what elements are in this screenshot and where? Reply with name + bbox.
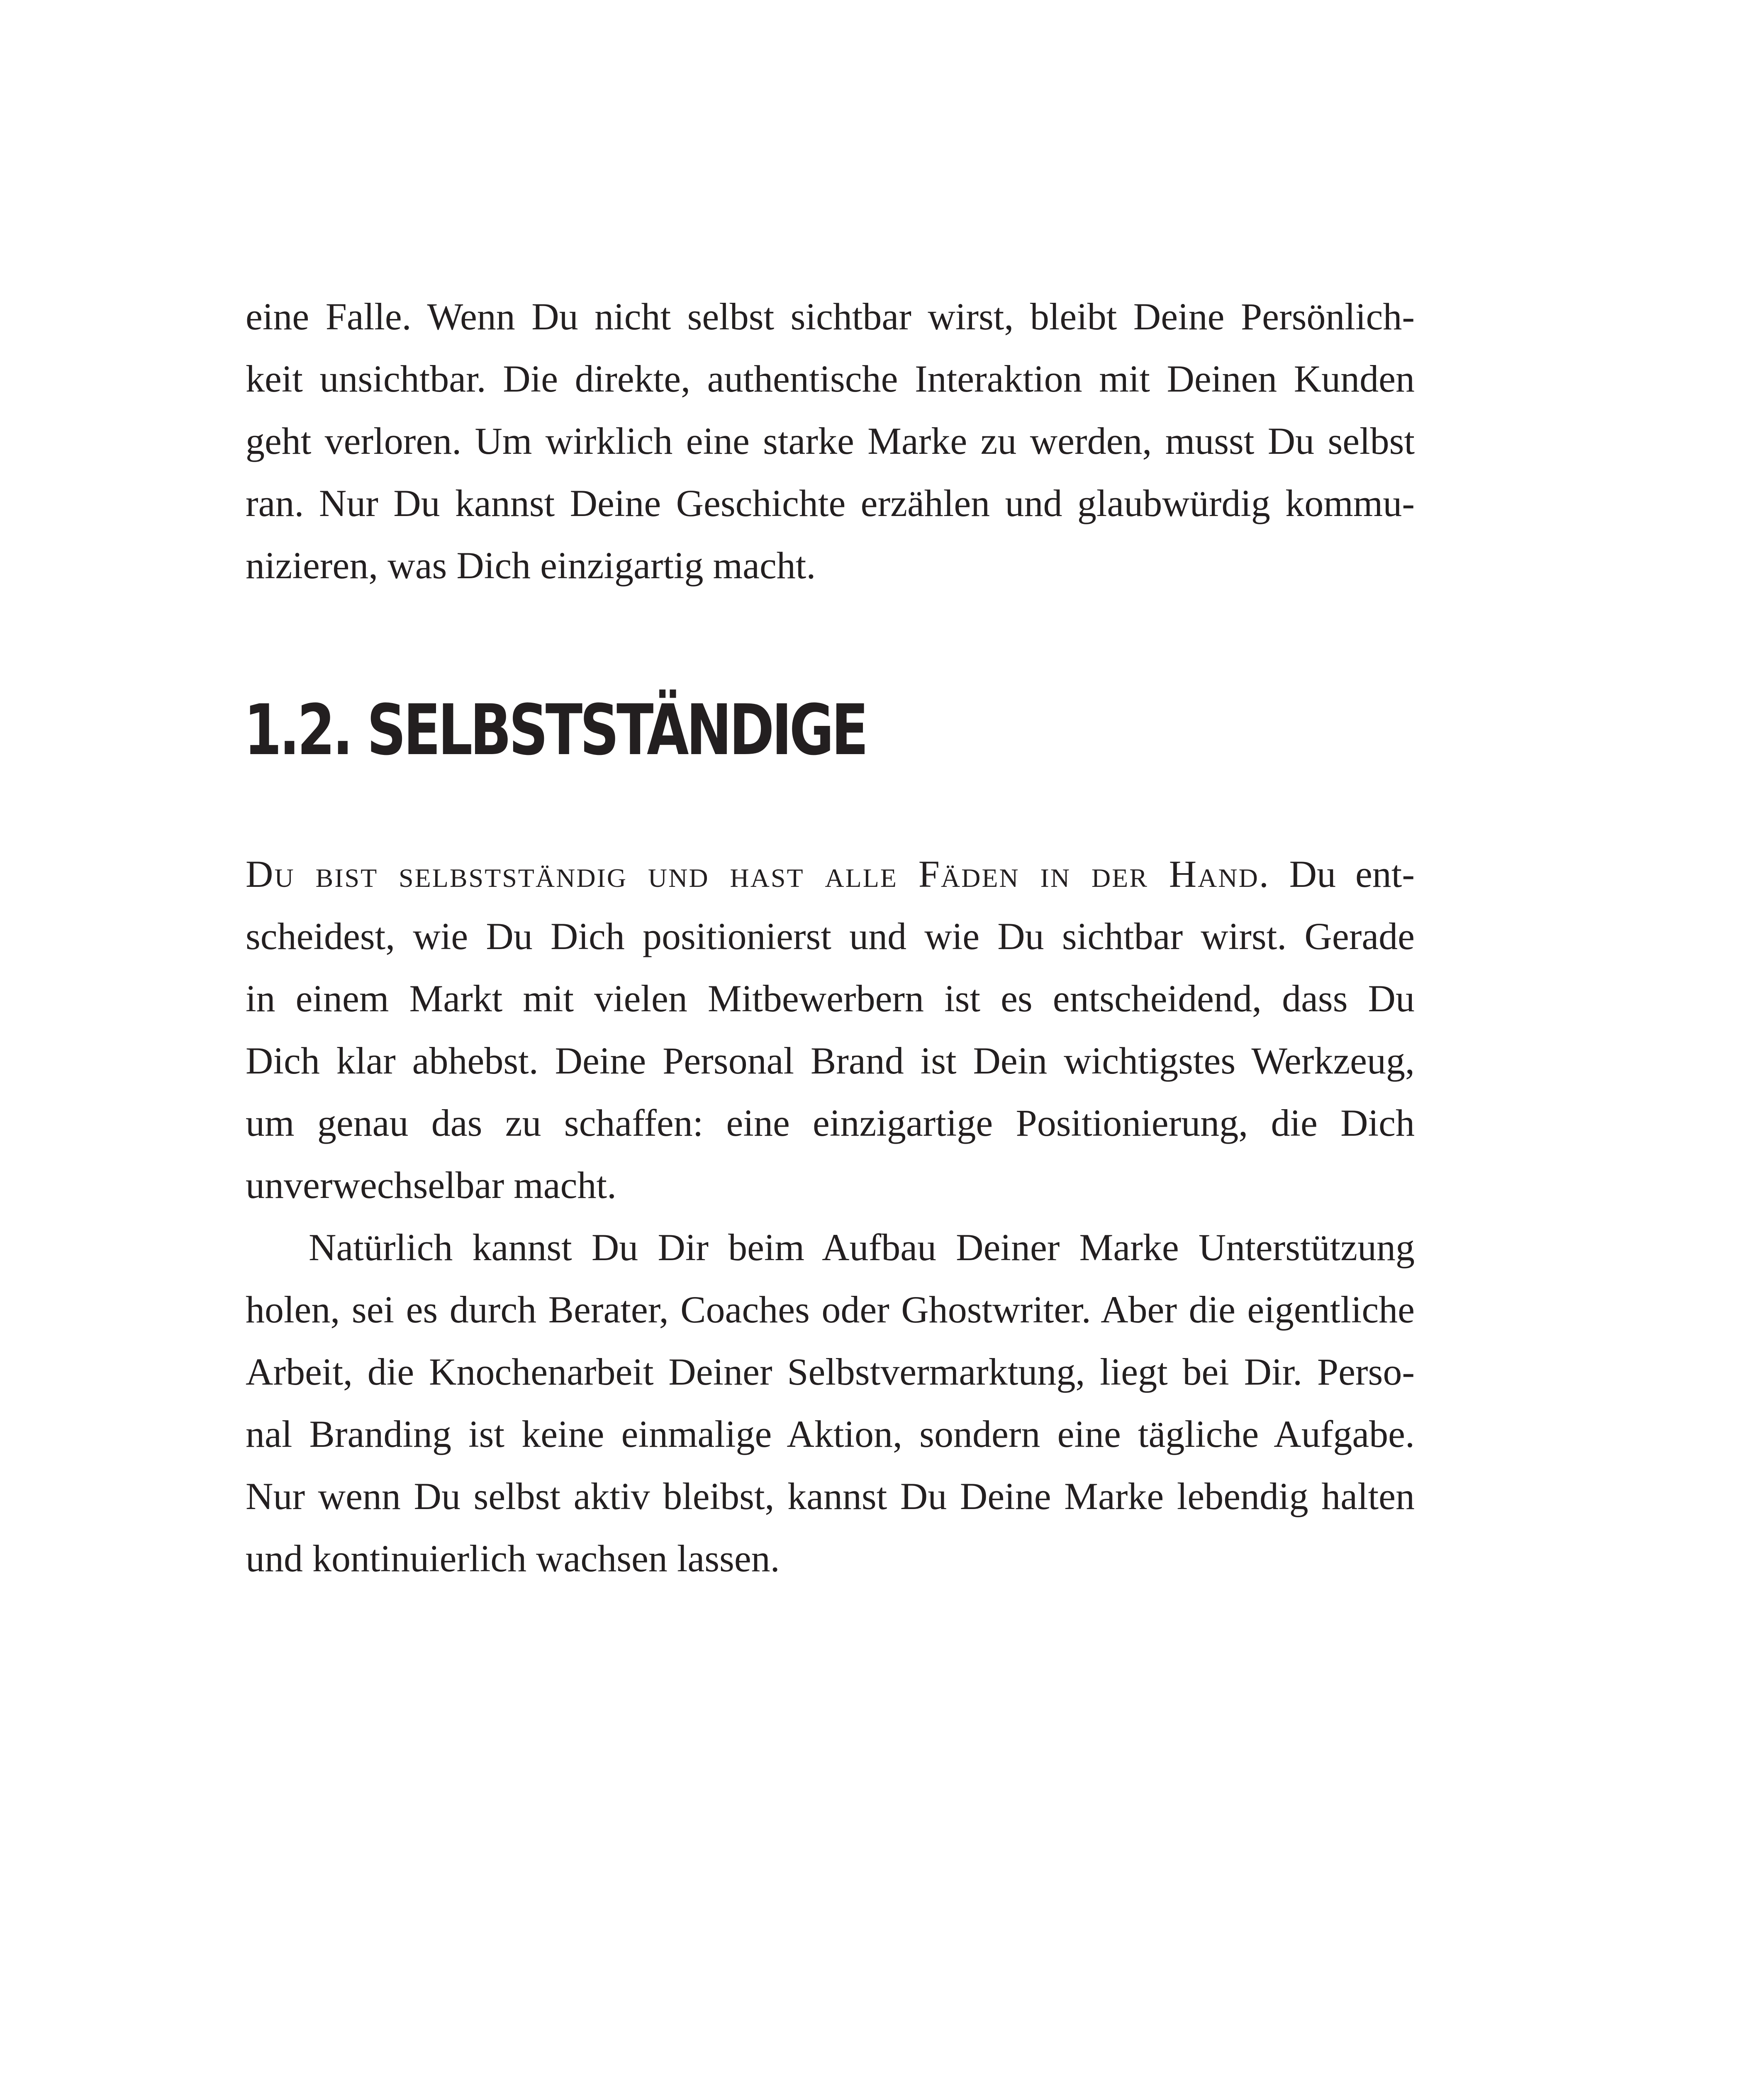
paragraph-2-line-5: um genau das zu schaffen: eine einzigartige Positionierung, die Dich [246,1102,1415,1144]
paragraph-3-line-5: Nur wenn Du selbst aktiv bleibst, kannst Du Deine Marke lebendig halten [246,1475,1415,1517]
paragraph-2-lead-in: Du bist selbstständig und hast alle Fäden in der Hand. [246,853,1270,895]
paragraph-1-line-1: eine Falle. Wenn Du nicht selbst sichtbar wirst, bleibt Deine Persönlich- [246,295,1415,338]
paragraph-1-line-5: nizieren, was Dich einzigartig macht. [246,544,816,587]
section-heading: 1.2. SELBSTSTÄNDIGE [244,689,866,771]
paragraph-2-lead-rest: Du ent- [1269,853,1415,895]
paragraph-2-line-3: in einem Markt mit vielen Mitbewerbern ist es entscheidend, dass Du [246,977,1415,1020]
paragraph-2-line-2: scheidest, wie Du Dich positionierst und wie Du sichtbar wirst. Gerade [246,915,1415,957]
paragraph-3-line-4: nal Branding ist keine einmalige Aktion, sondern eine tägliche Aufgabe. [246,1413,1415,1455]
paragraph-3-line-3: Arbeit, die Knochenarbeit Deiner Selbstvermarktung, liegt bei Dir. Perso- [246,1351,1415,1393]
paragraph-2-line-4: Dich klar abhebst. Deine Personal Brand ist Dein wichtigstes Werkzeug, [246,1039,1415,1082]
paragraph-1-line-3: geht verloren. Um wirklich eine starke Marke zu werden, musst Du selbst [246,420,1415,462]
paragraph-2-line-1 [246,843,1415,905]
paragraph-3-line-1: Natürlich kannst Du Dir beim Aufbau Deiner Marke Unterstützung [309,1226,1415,1268]
paragraph-3-line-2: holen, sei es durch Berater, Coaches oder Ghostwriter. Aber die eigentliche [246,1288,1415,1331]
paragraph-1-line-2: keit unsichtbar. Die direkte, authentische Interaktion mit Deinen Kunden [246,358,1415,400]
paragraph-3-line-6: und kontinuierlich wachsen lassen. [246,1537,780,1580]
paragraph-2-line-6: unverwechselbar macht. [246,1164,617,1206]
paragraph-1-line-4: ran. Nur Du kannst Deine Geschichte erzählen und glaubwürdig kommu- [246,482,1415,524]
